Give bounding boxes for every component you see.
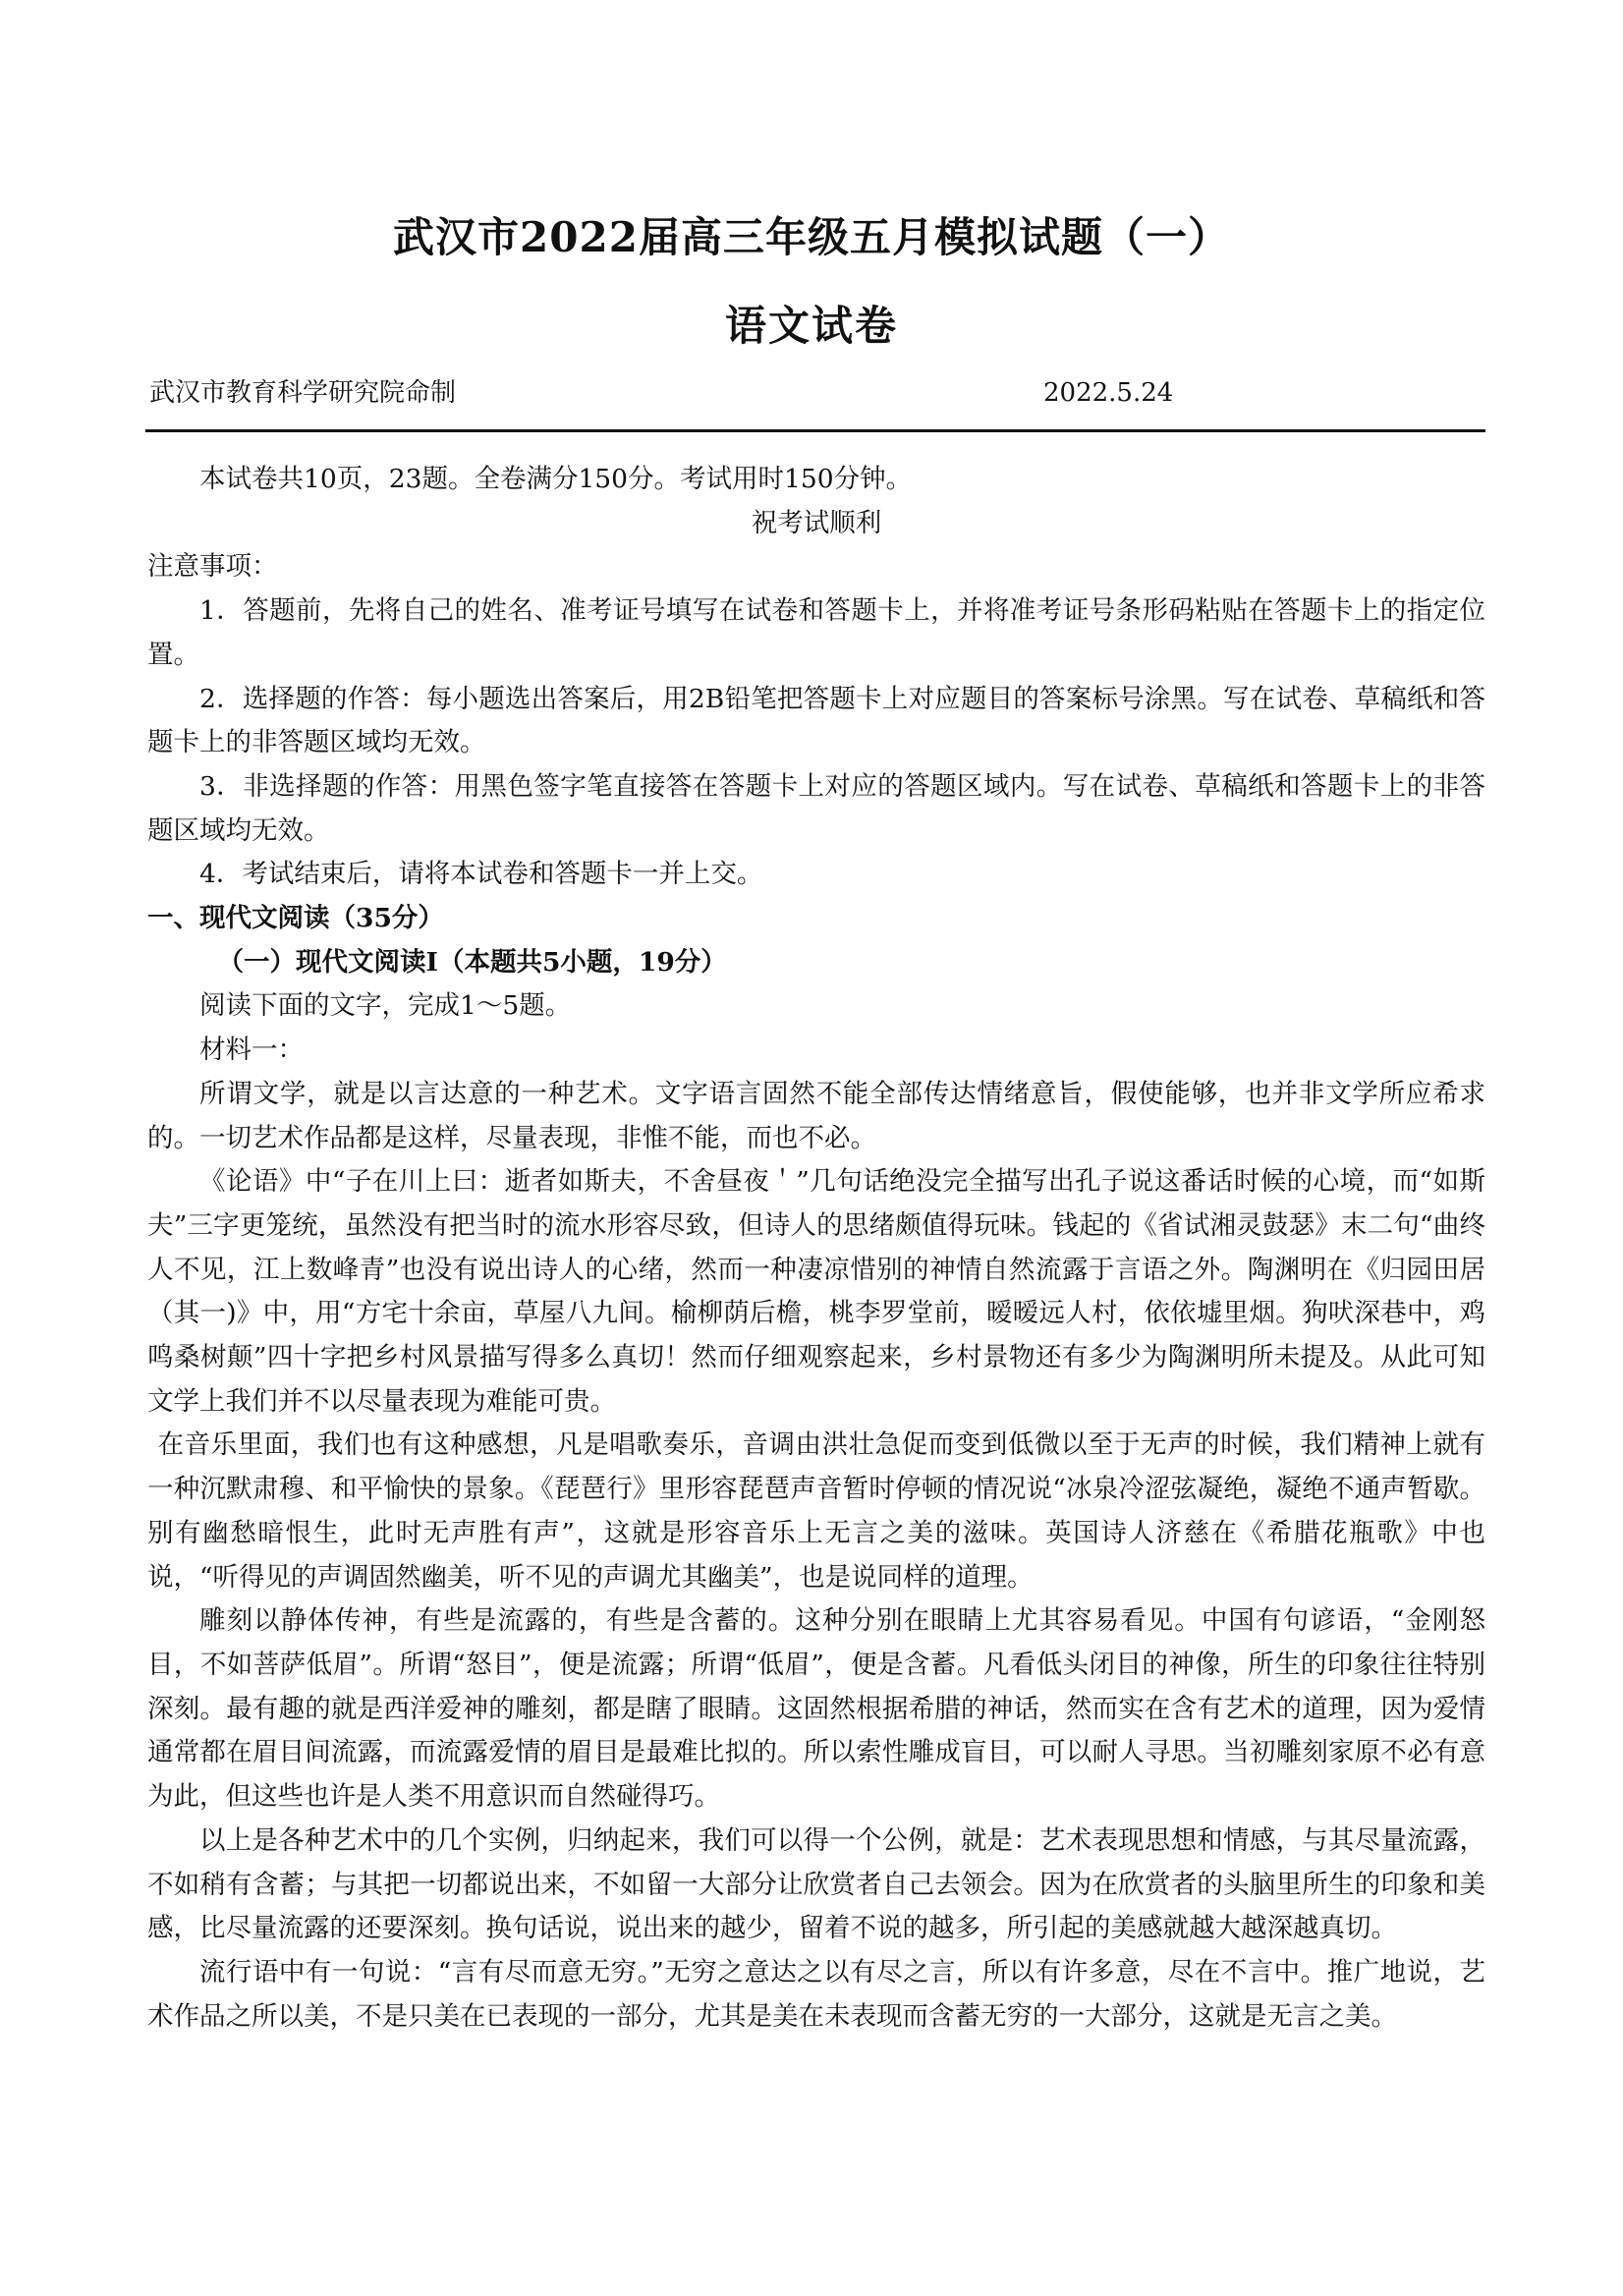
subsection-heading: （一）现代文阅读I（本题共5小题，19分） — [217, 946, 727, 978]
header-divider — [145, 429, 1485, 432]
exam-date: 2022.5.24 — [1043, 378, 1174, 408]
exam-summary: 本试卷共10页，23题。全卷满分150分。考试用时150分钟。 — [199, 464, 913, 494]
issuer-text: 武汉市教育科学研究院命制 — [149, 378, 457, 408]
exam-title: 武汉市2022届高三年级五月模拟试题（一） — [393, 213, 1230, 261]
notes-heading: 注意事项： — [147, 551, 278, 583]
note-item: 4．考试结束后，请将本试卷和答题卡一并上交。 — [199, 859, 763, 890]
material-paragraph: 雕刻以静体传神，有些是流露的，有些是含蓄的。这种分别在眼睛上尤其容易看见。中国有句谚语，“金刚怒目，不如菩萨低眉”。所谓“怒目”，便是流露；所谓“低眉”，便是含蓄。凡看低头闭目的神像，所生的印象往往特别深刻。最有趣的就是西洋爱神的雕刻，都是瞎了眼睛。这固然根据希腊的神话，然而实在含有艺术的道理，因为爱情通常都在眉目间流露，而流露爱情的眉目是最难比拟的。所以索性雕成盲目，可以耐人寻思。当初雕刻家原不必有意为此，但这些也许是人类不用意识而自然碰得巧。 — [147, 1605, 1485, 1813]
material-paragraph: 流行语中有一句说：“言有尽而意无穷。”无穷之意达之以有尽之言，所以有许多意，尽在不言中。推广地说，艺术作品之所以美，不是只美在已表现的一部分，尤其是美在未表现而含蓄无穷的一大部分，这就是无言之美。 — [147, 1956, 1485, 2032]
note-item: 3．非选择题的作答：用黑色签字笔直接答在答题卡上对应的答题区域内。写在试卷、草稿纸和答题卡上的非答题区域均无效。 — [147, 770, 1485, 846]
exam-wish: 祝考试顺利 — [751, 507, 882, 538]
section-heading: 一、现代文阅读（35分） — [147, 903, 444, 934]
note-item: 2．选择题的作答：每小题选出答案后，用2B铅笔把答题卡上对应题目的答案标号涂黑。写在试卷、草稿纸和答题卡上的非答题区域均无效。 — [147, 683, 1485, 758]
material-paragraph: 《论语》中“子在川上曰：逝者如斯夫，不舍昼夜＇”几句话绝没完全描写出孔子说这番话时候的心境，而“如斯夫”三字更笼统，虽然没有把当时的流水形容尽致，但诗人的思绪颇值得玩味。钱起的《省试湘灵鼓瑟》末二句“曲终人不见，江上数峰青”也没有说出诗人的心绪，然而一种凄凉惜别的神情自然流露于言语之外。陶渊明在《归园田居（其一)》中，用“方宅十余亩，草屋八九间。榆柳荫后檐，桃李罗堂前，暧暧远人村，依依墟里烟。狗吠深巷中，鸡鸣桑树颠”四十字把乡村风景描写得多么真切！然而仔细观察起来，乡村景物还有多少为陶渊明所未提及。从此可知文学上我们并不以尽量表现为难能可贵。 — [147, 1166, 1485, 1417]
material-label: 材料一： — [199, 1035, 304, 1066]
exam-body — [147, 458, 1485, 2039]
exam-subtitle: 语文试卷 — [724, 302, 898, 350]
note-item: 1．答题前，先将自己的姓名、准考证号填写在试卷和答题卡上，并将准考证号条形码粘贴在答题卡上的指定位置。 — [147, 595, 1485, 670]
material-paragraph: 以上是各种艺术中的几个实例，归纳起来，我们可以得一个公例，就是：艺术表现思想和情感，与其尽量流露，不如稍有含蓄；与其把一切都说出来，不如留一大部分让欣赏者自己去领会。因为在欣赏者的头脑里所生的印象和美感，比尽量流露的还要深刻。换句话说，说出来的越少，留着不说的越多，所引起的美感就越大越深越真切。 — [147, 1824, 1485, 1944]
material-paragraph: 所谓文学，就是以言达意的一种艺术。文字语言固然不能全部传达情绪意旨，假使能够，也并非文学所应希求的。一切艺术作品都是这样，尽量表现，非惟不能，而也不必。 — [147, 1078, 1485, 1153]
material-paragraph: 在音乐里面，我们也有这种感想，凡是唱歌奏乐，音调由洪壮急促而变到低微以至于无声的时候，我们精神上就有一种沉默肃穆、和平愉快的景象。《琵琶行》里形容琵琶声音暂时停顿的情况说“冰泉冷涩弦凝绝，凝绝不通声暂歇。别有幽愁暗恨生，此时无声胜有声”，这就是形容音乐上无言之美的滋味。英国诗人济慈在《希腊花瓶歌》中也说，“听得见的声调固然幽美，听不见的声调尤其幽美”，也是说同样的道理。 — [147, 1429, 1485, 1593]
reading-instruction: 阅读下面的文字，完成1～5题。 — [199, 990, 572, 1022]
